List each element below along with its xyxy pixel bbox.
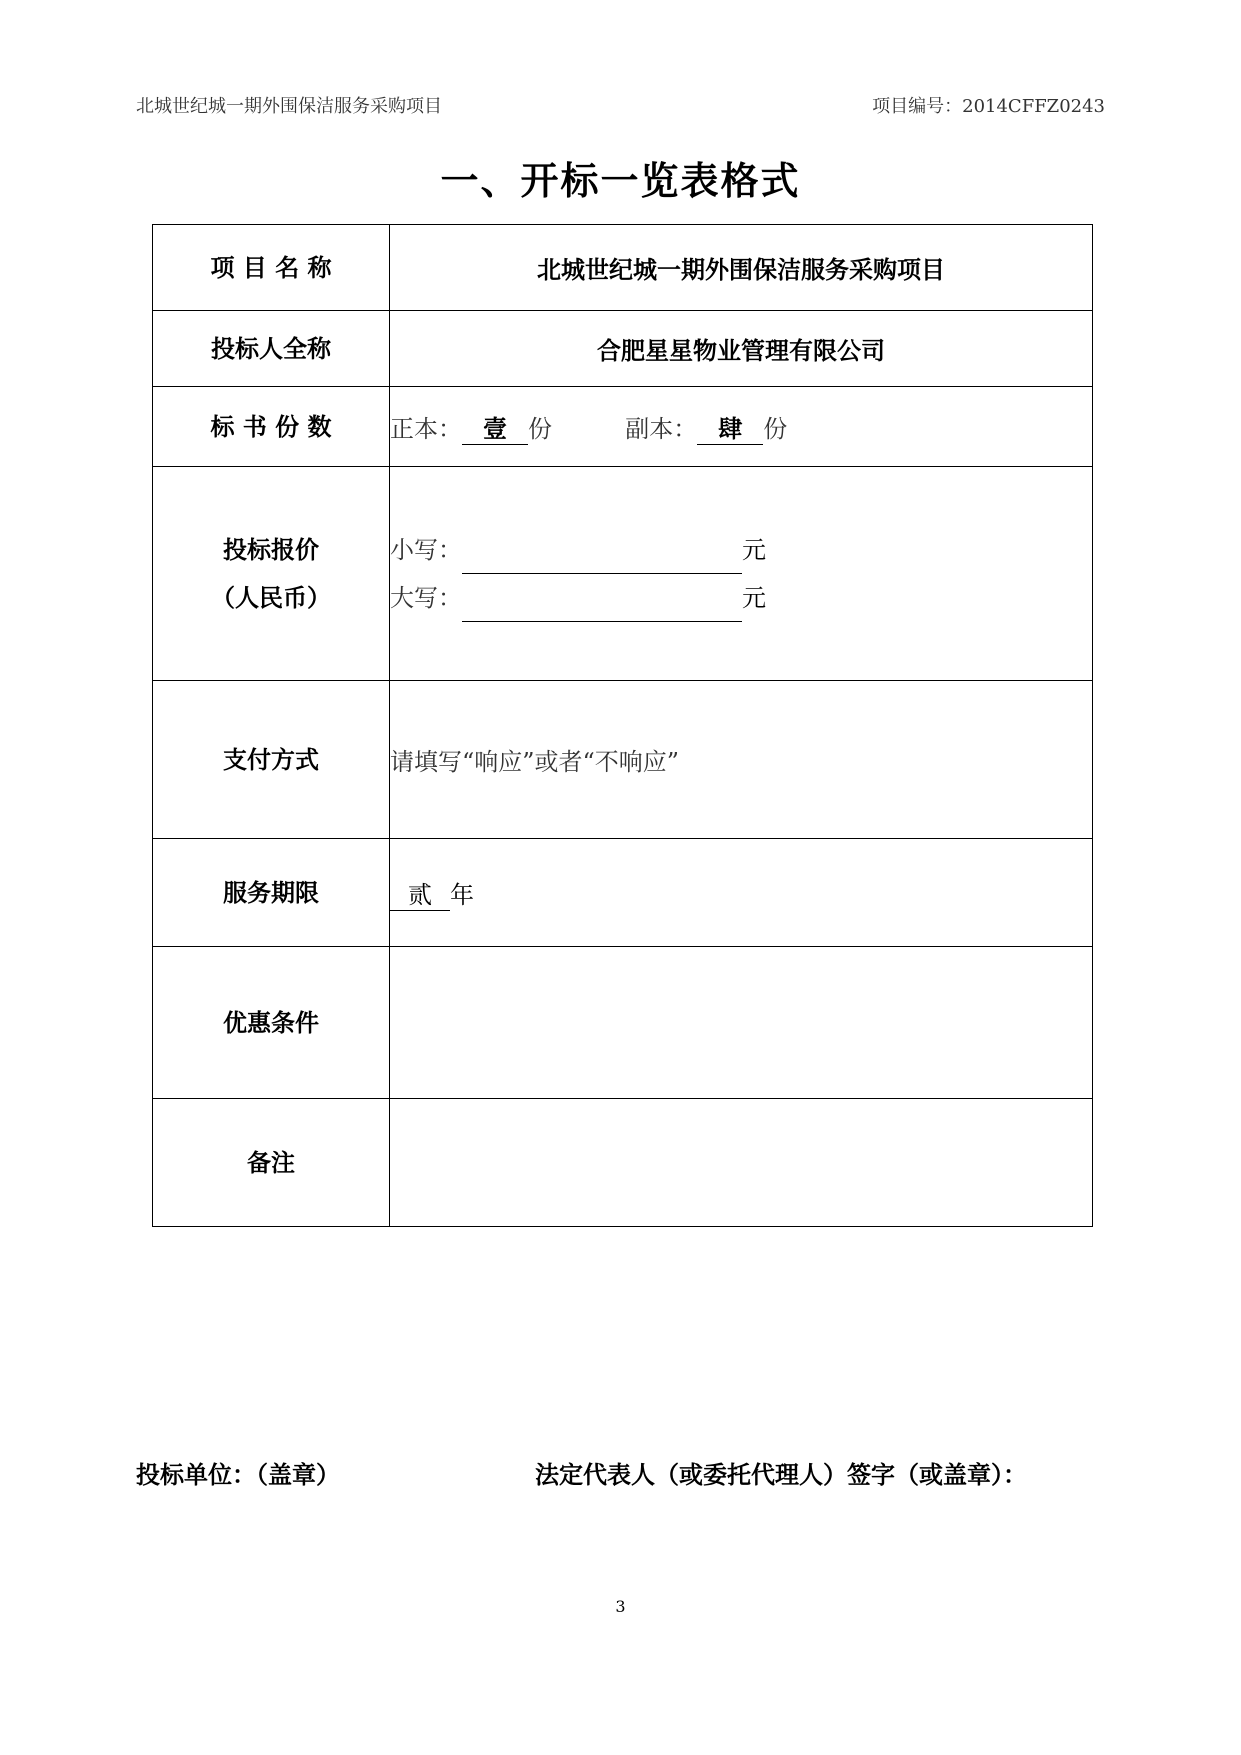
bidder-value: 合肥星星物业管理有限公司 [390,311,1093,387]
term-label: 服务期限 [153,839,390,947]
price-label-line2: （人民币） [211,582,331,612]
uppercase-unit: 元 [742,583,766,612]
copies-value [390,387,1093,467]
page-title: 一、开标一览表格式 [440,158,801,203]
table-row-term [153,839,1093,947]
payment-value: 请填写“响应”或者“不响应” [390,681,1093,839]
header-project-title: 北城世纪城一期外围保洁服务采购项目 [136,96,442,117]
copy-unit: 份 [763,414,788,443]
original-label: 正本： [390,414,462,443]
table-row-copies [153,387,1093,467]
page-number: 3 [615,1597,626,1616]
discount-label: 优惠条件 [153,947,390,1099]
table-row-remarks [153,1099,1093,1227]
price-uppercase-line [390,574,1092,622]
lowercase-unit: 元 [742,535,766,564]
lowercase-label: 小写： [390,535,462,564]
discount-value [390,947,1093,1099]
lowercase-blank [462,547,742,574]
original-unit: 份 [528,414,552,443]
bid-summary-table [152,224,1093,1227]
term-value [390,839,1093,947]
table-row-discount [153,947,1093,1099]
table-row-project-name [153,225,1093,311]
term-years: 贰 [390,880,450,911]
table-row-bidder [153,311,1093,387]
table-row-price [153,467,1093,681]
copy-label: 副本： [625,414,698,443]
price-value [390,467,1093,681]
copies-label: 标 书 份 数 [153,387,390,467]
header-project-number: 项目编号：2014CFFZ0243 [872,96,1105,117]
footer-bidder-seal: 投标单位：（盖章） [136,1460,340,1489]
uppercase-label: 大写： [390,583,462,612]
term-unit: 年 [450,880,474,909]
price-lowercase-line [390,526,1092,574]
remarks-label: 备注 [153,1099,390,1227]
bidder-label: 投标人全称 [153,311,390,387]
uppercase-blank [462,595,742,622]
copy-count: 肆 [697,414,763,445]
project-name-value: 北城世纪城一期外围保洁服务采购项目 [390,225,1093,311]
original-count: 壹 [462,414,528,445]
table-row-payment [153,681,1093,839]
project-name-label: 项 目 名 称 [153,225,390,311]
payment-label: 支付方式 [153,681,390,839]
price-label [153,467,390,681]
remarks-value [390,1099,1093,1227]
footer-signature: 法定代表人（或委托代理人）签字（或盖章）： [535,1460,1027,1489]
price-label-line1: 投标报价 [223,534,319,564]
